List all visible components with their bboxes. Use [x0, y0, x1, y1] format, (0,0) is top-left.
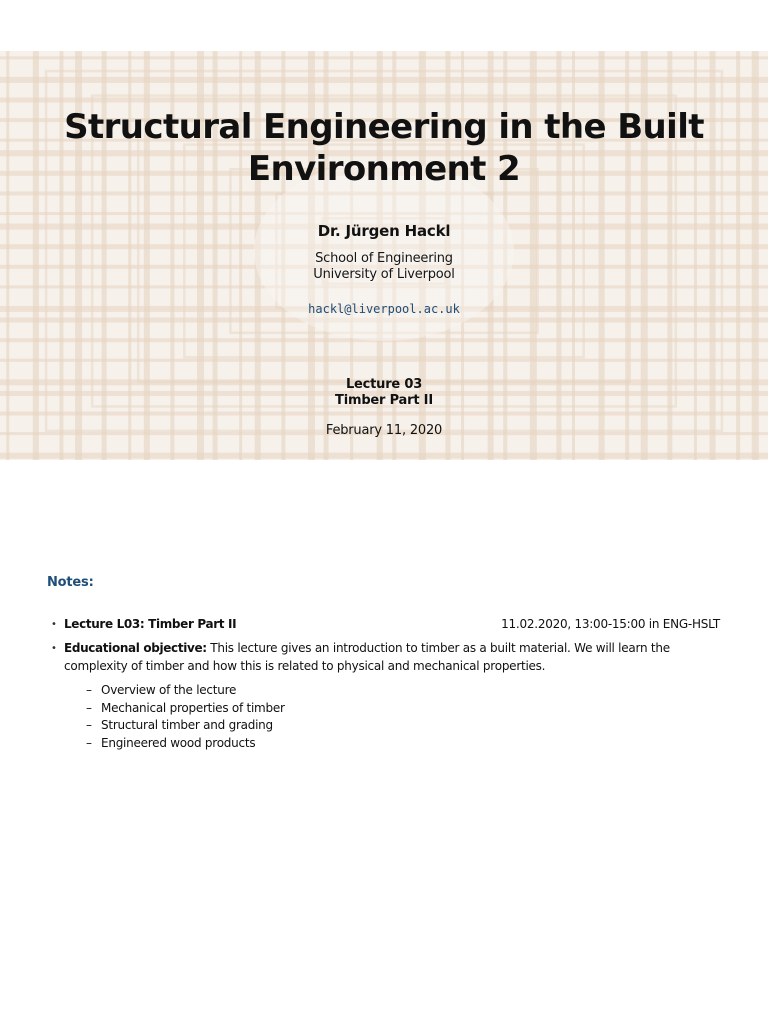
note-item-lecture — [51, 616, 720, 634]
school-name: School of Engineering — [315, 251, 453, 266]
notes-heading: Notes: — [47, 575, 94, 590]
subitem — [86, 717, 285, 735]
lecture-date: February 11, 2020 — [325, 423, 443, 438]
subitem-text: Overview of the lecture — [101, 683, 237, 697]
subitem-text: Structural timber and grading — [101, 718, 273, 733]
objective-subitems — [86, 682, 285, 752]
bullet-icon: • — [51, 619, 57, 630]
lecture-label: Lecture L03: Timber Part II — [64, 617, 237, 631]
dash-marker: – — [86, 683, 92, 697]
lecture-topic: Timber Part II — [335, 393, 433, 408]
subitem — [86, 682, 285, 700]
bullet-icon: • — [51, 643, 57, 654]
subitem — [86, 735, 285, 753]
dash-marker: – — [86, 718, 92, 733]
slide-title-line-1: Structural Engineering in the Built — [64, 107, 704, 147]
subitem — [86, 700, 285, 718]
slide-title — [40, 106, 728, 190]
subitem-text: Engineered wood products — [101, 735, 256, 750]
objective-text: This lecture gives an introduction to timber as a built material. We will learn the complexity of timber and how this is related to physical and mechanical properties. — [64, 641, 670, 673]
subitem-text: Mechanical properties of timber — [101, 700, 285, 715]
lecture-schedule: 11.02.2020, 13:00-15:00 in ENG-HSLT — [501, 617, 720, 631]
author-email-link[interactable]: hackl@liverpool.ac.uk — [308, 302, 460, 316]
dash-marker: – — [86, 700, 92, 715]
note-item-objective — [51, 640, 720, 675]
author-name: Dr. Jürgen Hackl — [317, 222, 451, 240]
slide-content — [0, 51, 768, 460]
slide-title-line-2: Environment 2 — [247, 149, 521, 189]
dash-marker: – — [86, 735, 92, 750]
objective-label: Educational objective: — [64, 641, 207, 655]
lecture-number: Lecture 03 — [345, 377, 423, 392]
university-name: University of Liverpool — [313, 267, 455, 282]
title-slide — [0, 51, 768, 460]
